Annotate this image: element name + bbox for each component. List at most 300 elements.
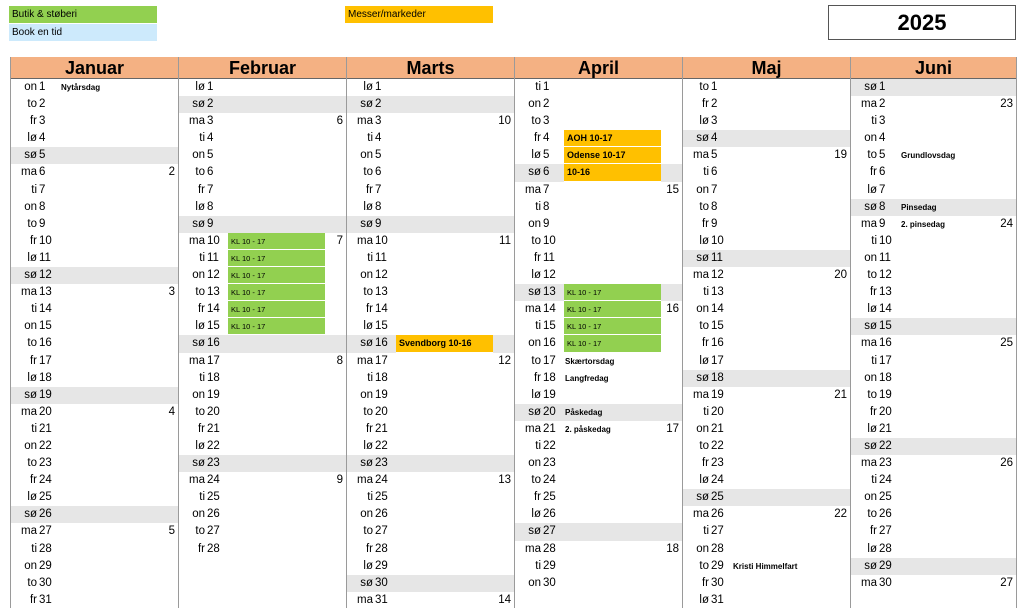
day-row bbox=[683, 387, 850, 404]
weekday-label: sø bbox=[360, 217, 373, 230]
day-number: 5 bbox=[39, 149, 46, 162]
day-number: 11 bbox=[375, 251, 387, 264]
day-row bbox=[683, 506, 850, 523]
weekday-label: fr bbox=[197, 422, 205, 435]
day-row bbox=[515, 199, 682, 216]
weekday-label: fr bbox=[197, 303, 205, 316]
weekday-label: ma bbox=[357, 234, 373, 247]
week-number: 21 bbox=[834, 388, 847, 401]
day-number: 30 bbox=[375, 576, 388, 589]
day-number: 1 bbox=[711, 81, 718, 93]
weekday-label: to bbox=[867, 508, 877, 521]
weekday-label: fr bbox=[869, 286, 877, 299]
day-number: 20 bbox=[879, 405, 892, 418]
week-number: 25 bbox=[1000, 337, 1013, 350]
day-number: 15 bbox=[879, 320, 892, 333]
weekday-label: fr bbox=[29, 354, 37, 367]
day-row bbox=[179, 250, 346, 267]
weekday-label: fr bbox=[701, 576, 709, 589]
day-row bbox=[347, 489, 514, 506]
weekday-label: fr bbox=[701, 337, 709, 350]
day-number: 14 bbox=[39, 303, 52, 316]
day-row bbox=[683, 523, 850, 540]
day-row bbox=[683, 301, 850, 318]
day-number: 4 bbox=[711, 132, 718, 145]
weekday-label: to bbox=[699, 559, 709, 572]
day-row bbox=[179, 216, 346, 233]
day-number: 13 bbox=[207, 286, 220, 299]
day-number: 28 bbox=[879, 542, 892, 555]
weekday-label: sø bbox=[696, 132, 709, 145]
event-label: KL 10 - 17 bbox=[564, 335, 661, 352]
day-row bbox=[515, 284, 682, 301]
weekday-label: sø bbox=[192, 457, 205, 470]
week-number: 18 bbox=[666, 542, 679, 555]
event-label: 10-16 bbox=[564, 164, 661, 181]
day-row bbox=[347, 130, 514, 147]
month-header: April bbox=[515, 57, 682, 79]
day-row bbox=[851, 575, 1016, 592]
year-title: 2025 bbox=[828, 5, 1016, 40]
weekday-label: ti bbox=[871, 474, 877, 487]
weekday-label: lø bbox=[867, 303, 877, 316]
weekday-label: ti bbox=[703, 525, 709, 538]
day-row bbox=[851, 472, 1016, 489]
day-row bbox=[851, 113, 1016, 130]
day-row bbox=[347, 216, 514, 233]
weekday-label: on bbox=[360, 269, 373, 282]
weekday-label: ma bbox=[525, 542, 541, 555]
week-number: 22 bbox=[834, 508, 847, 521]
week-number: 23 bbox=[1000, 98, 1013, 111]
day-row bbox=[11, 182, 178, 199]
day-number: 15 bbox=[543, 320, 556, 333]
day-number: 20 bbox=[543, 405, 556, 418]
weekday-label: ma bbox=[525, 183, 541, 196]
day-row bbox=[347, 541, 514, 558]
day-number: 13 bbox=[711, 286, 724, 299]
day-number: 20 bbox=[39, 405, 52, 418]
day-row bbox=[683, 353, 850, 370]
week-number: 15 bbox=[666, 183, 679, 196]
weekday-label: sø bbox=[528, 405, 541, 418]
week-number: 14 bbox=[498, 593, 511, 606]
day-row bbox=[11, 164, 178, 181]
day-row bbox=[179, 130, 346, 147]
week-number: 11 bbox=[499, 234, 511, 247]
weekday-label: ti bbox=[367, 371, 373, 384]
week-number: 8 bbox=[336, 354, 343, 367]
day-number: 14 bbox=[879, 303, 892, 316]
week-number: 26 bbox=[1000, 457, 1013, 470]
day-number: 12 bbox=[39, 269, 52, 282]
day-number: 17 bbox=[711, 354, 724, 367]
weekday-label: lø bbox=[363, 559, 373, 572]
week-number: 12 bbox=[498, 354, 511, 367]
day-row bbox=[347, 506, 514, 523]
week-number: 20 bbox=[834, 269, 847, 282]
day-number: 4 bbox=[39, 132, 46, 145]
day-row bbox=[683, 421, 850, 438]
day-number: 20 bbox=[375, 405, 388, 418]
day-number: 10 bbox=[711, 234, 724, 247]
day-number: 16 bbox=[711, 337, 724, 350]
weekday-label: lø bbox=[531, 388, 541, 401]
day-number: 10 bbox=[375, 234, 388, 247]
weekday-label: ma bbox=[21, 286, 37, 299]
day-number: 15 bbox=[711, 320, 724, 333]
event-label: KL 10 - 17 bbox=[564, 284, 661, 301]
weekday-label: ti bbox=[31, 422, 37, 435]
day-number: 7 bbox=[879, 183, 886, 196]
weekday-label: fr bbox=[701, 457, 709, 470]
weekday-label: sø bbox=[192, 217, 205, 230]
weekday-label: lø bbox=[699, 354, 709, 367]
day-number: 29 bbox=[39, 559, 52, 572]
day-row bbox=[179, 404, 346, 421]
day-number: 9 bbox=[543, 217, 550, 230]
weekday-label: ma bbox=[861, 576, 877, 589]
day-number: 12 bbox=[711, 269, 724, 282]
day-row bbox=[11, 301, 178, 318]
day-number: 16 bbox=[543, 337, 556, 350]
weekday-label: sø bbox=[528, 166, 541, 179]
day-number: 16 bbox=[39, 337, 52, 350]
weekday-label: ti bbox=[535, 200, 541, 213]
weekday-label: on bbox=[360, 508, 373, 521]
day-number: 9 bbox=[879, 217, 886, 230]
day-number: 22 bbox=[879, 439, 892, 452]
day-number: 10 bbox=[207, 234, 220, 247]
weekday-label: sø bbox=[360, 98, 373, 111]
day-row bbox=[851, 541, 1016, 558]
day-number: 20 bbox=[207, 405, 220, 418]
day-number: 28 bbox=[207, 542, 220, 555]
day-row bbox=[683, 575, 850, 592]
weekday-label: on bbox=[696, 303, 709, 316]
holiday-label: Grundlovsdag bbox=[901, 151, 956, 161]
day-number: 2 bbox=[375, 98, 382, 111]
week-number: 24 bbox=[1000, 217, 1013, 230]
weekday-label: on bbox=[192, 269, 205, 282]
month-header: Januar bbox=[11, 57, 178, 79]
day-row bbox=[179, 455, 346, 472]
event-label: Odense 10-17 bbox=[564, 147, 661, 164]
weekday-label: fr bbox=[29, 115, 37, 128]
day-row bbox=[347, 370, 514, 387]
month-header: Februar bbox=[179, 57, 346, 79]
day-number: 26 bbox=[543, 508, 556, 521]
day-row bbox=[515, 489, 682, 506]
day-number: 25 bbox=[207, 491, 220, 504]
month-header: Marts bbox=[347, 57, 514, 79]
day-number: 26 bbox=[711, 508, 724, 521]
weekday-label: fr bbox=[365, 542, 373, 555]
day-row bbox=[347, 301, 514, 318]
day-row bbox=[347, 438, 514, 455]
day-row bbox=[11, 575, 178, 592]
weekday-label: fr bbox=[533, 251, 541, 264]
day-row bbox=[851, 250, 1016, 267]
weekday-label: ma bbox=[693, 149, 709, 162]
day-row bbox=[347, 182, 514, 199]
day-number: 7 bbox=[39, 183, 46, 196]
day-number: 3 bbox=[879, 115, 886, 128]
day-row bbox=[347, 387, 514, 404]
day-row bbox=[851, 182, 1016, 199]
day-row bbox=[683, 250, 850, 267]
weekday-label: sø bbox=[528, 525, 541, 538]
day-number: 12 bbox=[207, 269, 220, 282]
day-number: 11 bbox=[207, 251, 219, 264]
weekday-label: ti bbox=[535, 81, 541, 93]
weekday-label: ti bbox=[31, 303, 37, 316]
weekday-label: ti bbox=[703, 405, 709, 418]
day-number: 14 bbox=[543, 303, 556, 316]
day-row bbox=[11, 592, 178, 609]
weekday-label: fr bbox=[533, 371, 541, 384]
weekday-label: lø bbox=[867, 422, 877, 435]
holiday-label: Pinsedag bbox=[901, 202, 937, 212]
weekday-label: ma bbox=[861, 337, 877, 350]
weekday-label: ti bbox=[199, 132, 205, 145]
day-number: 17 bbox=[879, 354, 892, 367]
day-row bbox=[179, 147, 346, 164]
day-row bbox=[11, 421, 178, 438]
week-number: 3 bbox=[168, 286, 175, 299]
day-number: 20 bbox=[711, 405, 724, 418]
day-number: 24 bbox=[543, 474, 556, 487]
day-number: 8 bbox=[543, 200, 550, 213]
weekday-label: on bbox=[528, 217, 541, 230]
day-row bbox=[851, 233, 1016, 250]
day-number: 5 bbox=[375, 149, 382, 162]
day-number: 30 bbox=[39, 576, 52, 589]
day-row bbox=[515, 250, 682, 267]
day-number: 27 bbox=[207, 525, 220, 538]
weekday-label: ti bbox=[535, 559, 541, 572]
day-row bbox=[11, 370, 178, 387]
weekday-label: lø bbox=[867, 542, 877, 555]
legend-messer bbox=[345, 6, 493, 23]
month-januar bbox=[10, 57, 178, 608]
day-number: 21 bbox=[39, 422, 52, 435]
weekday-label: ma bbox=[189, 115, 205, 128]
week-number: 6 bbox=[336, 115, 343, 128]
day-row bbox=[179, 96, 346, 113]
legend-butik-label: Butik & støberi bbox=[12, 9, 78, 20]
day-row bbox=[683, 541, 850, 558]
day-number: 23 bbox=[207, 457, 220, 470]
weekday-label: lø bbox=[27, 491, 37, 504]
weekday-label: sø bbox=[24, 149, 37, 162]
weekday-label: on bbox=[696, 422, 709, 435]
weekday-label: ti bbox=[871, 354, 877, 367]
day-number: 2 bbox=[711, 98, 718, 111]
day-row bbox=[11, 523, 178, 540]
day-row bbox=[11, 438, 178, 455]
event-label: KL 10 - 17 bbox=[564, 301, 661, 318]
day-row bbox=[515, 558, 682, 575]
weekday-label: ti bbox=[871, 234, 877, 247]
day-number: 30 bbox=[711, 576, 724, 589]
day-row bbox=[11, 541, 178, 558]
weekday-label: sø bbox=[24, 388, 37, 401]
weekday-label: sø bbox=[528, 286, 541, 299]
day-number: 31 bbox=[711, 593, 724, 606]
weekday-label: ti bbox=[871, 115, 877, 128]
weekday-label: on bbox=[360, 388, 373, 401]
day-row bbox=[11, 250, 178, 267]
weekday-label: sø bbox=[864, 200, 877, 213]
day-row bbox=[515, 353, 682, 370]
day-number: 19 bbox=[375, 388, 388, 401]
weekday-label: on bbox=[24, 439, 37, 452]
weekday-label: ti bbox=[199, 491, 205, 504]
day-number: 18 bbox=[711, 371, 724, 384]
day-row bbox=[851, 523, 1016, 540]
day-number: 5 bbox=[879, 149, 886, 162]
day-number: 6 bbox=[207, 166, 214, 179]
weekday-label: ma bbox=[861, 98, 877, 111]
month-days bbox=[515, 79, 682, 592]
day-row bbox=[11, 353, 178, 370]
day-number: 6 bbox=[39, 166, 46, 179]
day-row bbox=[347, 523, 514, 540]
week-number: 4 bbox=[168, 405, 175, 418]
day-number: 3 bbox=[39, 115, 46, 128]
weekday-label: ma bbox=[21, 525, 37, 538]
legend-messer-label: Messer/markeder bbox=[348, 9, 426, 20]
day-row bbox=[851, 353, 1016, 370]
day-number: 18 bbox=[39, 371, 52, 384]
day-number: 22 bbox=[375, 439, 388, 452]
weekday-label: on bbox=[528, 457, 541, 470]
day-number: 29 bbox=[711, 559, 724, 572]
month-header: Juni bbox=[851, 57, 1016, 79]
day-number: 5 bbox=[207, 149, 214, 162]
day-row bbox=[683, 96, 850, 113]
day-row bbox=[683, 455, 850, 472]
weekday-label: ma bbox=[861, 457, 877, 470]
day-number: 24 bbox=[207, 474, 220, 487]
day-row bbox=[179, 267, 346, 284]
month-marts bbox=[346, 57, 514, 608]
weekday-label: sø bbox=[192, 337, 205, 350]
weekday-label: ti bbox=[703, 286, 709, 299]
day-row bbox=[683, 284, 850, 301]
weekday-label: ti bbox=[367, 491, 373, 504]
day-row bbox=[11, 284, 178, 301]
day-number: 2 bbox=[879, 98, 886, 111]
day-row bbox=[515, 113, 682, 130]
weekday-label: sø bbox=[864, 439, 877, 452]
day-row bbox=[347, 267, 514, 284]
day-row bbox=[851, 455, 1016, 472]
weekday-label: sø bbox=[696, 491, 709, 504]
day-number: 8 bbox=[711, 200, 718, 213]
day-row bbox=[179, 318, 346, 335]
weekday-label: ma bbox=[357, 354, 373, 367]
day-row bbox=[347, 79, 514, 96]
weekday-label: lø bbox=[195, 81, 205, 93]
weekday-label: on bbox=[192, 388, 205, 401]
day-number: 19 bbox=[39, 388, 52, 401]
month-juni bbox=[850, 57, 1017, 608]
day-number: 9 bbox=[711, 217, 718, 230]
day-row bbox=[347, 353, 514, 370]
day-row bbox=[179, 353, 346, 370]
weekday-label: sø bbox=[360, 337, 373, 350]
day-number: 17 bbox=[375, 354, 388, 367]
weekday-label: ma bbox=[357, 474, 373, 487]
weekday-label: fr bbox=[29, 593, 37, 606]
weekday-label: sø bbox=[864, 320, 877, 333]
day-row bbox=[683, 592, 850, 609]
day-number: 24 bbox=[711, 474, 724, 487]
day-number: 18 bbox=[879, 371, 892, 384]
weekday-label: ma bbox=[357, 593, 373, 606]
day-row bbox=[347, 96, 514, 113]
day-number: 16 bbox=[879, 337, 892, 350]
day-row bbox=[515, 147, 682, 164]
day-row bbox=[347, 199, 514, 216]
day-row bbox=[515, 267, 682, 284]
day-number: 19 bbox=[543, 388, 556, 401]
weekday-label: fr bbox=[365, 303, 373, 316]
weekday-label: to bbox=[27, 98, 37, 111]
day-row bbox=[347, 233, 514, 250]
day-row bbox=[683, 147, 850, 164]
day-number: 19 bbox=[879, 388, 892, 401]
day-number: 25 bbox=[375, 491, 388, 504]
day-number: 1 bbox=[375, 81, 382, 93]
day-number: 10 bbox=[543, 234, 556, 247]
day-row bbox=[347, 404, 514, 421]
day-number: 23 bbox=[711, 457, 724, 470]
weekday-label: on bbox=[528, 98, 541, 111]
day-row bbox=[11, 558, 178, 575]
weekday-label: ti bbox=[199, 371, 205, 384]
day-number: 27 bbox=[711, 525, 724, 538]
weekday-label: on bbox=[192, 149, 205, 162]
day-number: 2 bbox=[543, 98, 550, 111]
weekday-label: lø bbox=[27, 371, 37, 384]
day-row bbox=[11, 335, 178, 352]
day-row bbox=[683, 438, 850, 455]
weekday-label: sø bbox=[24, 269, 37, 282]
weekday-label: sø bbox=[864, 559, 877, 572]
weekday-label: ti bbox=[535, 439, 541, 452]
day-number: 1 bbox=[543, 81, 550, 93]
day-row bbox=[347, 558, 514, 575]
day-row bbox=[11, 387, 178, 404]
day-number: 9 bbox=[39, 217, 46, 230]
day-row bbox=[179, 387, 346, 404]
day-number: 22 bbox=[39, 439, 52, 452]
day-row bbox=[179, 113, 346, 130]
day-number: 11 bbox=[711, 251, 723, 264]
weekday-label: to bbox=[363, 405, 373, 418]
day-number: 12 bbox=[375, 269, 388, 282]
weekday-label: sø bbox=[696, 251, 709, 264]
weekday-label: ti bbox=[535, 320, 541, 333]
day-row bbox=[11, 267, 178, 284]
day-number: 15 bbox=[39, 320, 52, 333]
weekday-label: sø bbox=[192, 98, 205, 111]
day-row bbox=[347, 592, 514, 609]
day-number: 14 bbox=[375, 303, 388, 316]
